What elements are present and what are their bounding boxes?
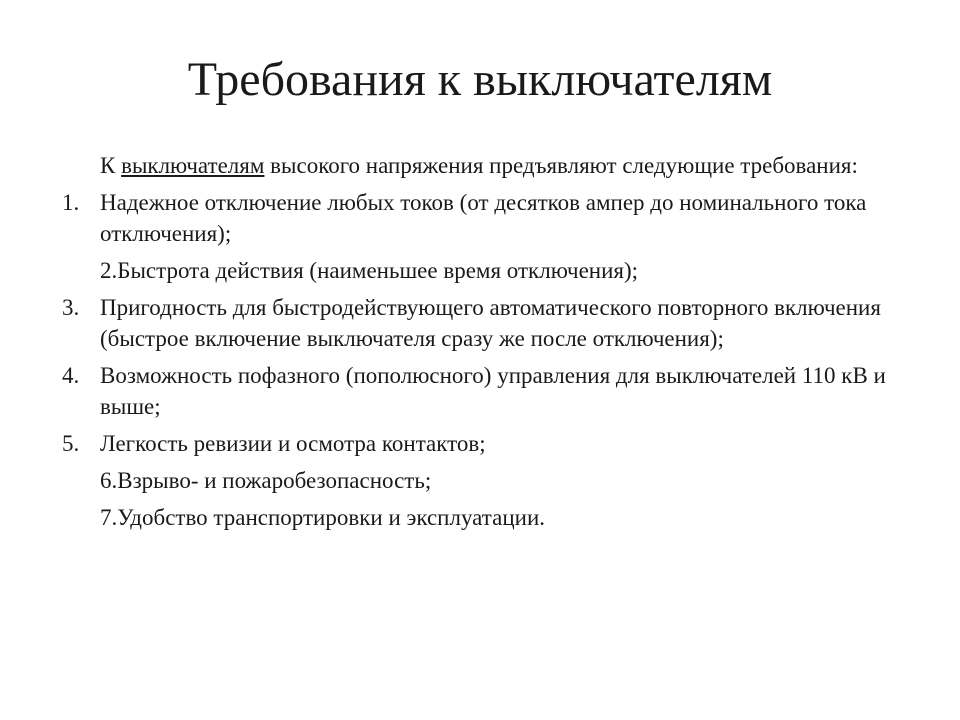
list-item-text: Легкость ревизии и осмотра контактов;	[100, 431, 486, 456]
list-item-6: 6.Взрыво- и пожаробезопасность;	[100, 468, 432, 493]
intro-prefix: К	[100, 153, 122, 178]
list-item-5	[62, 428, 922, 459]
slide-title: Требования к выключателям	[187, 53, 773, 106]
list-item-number: 5.	[62, 431, 80, 456]
list-item-text: Пригодность для быстродействующего автоматического повторного включения (быстрое включение выключателя сразу же после отключения);	[100, 295, 881, 351]
list-item-3	[62, 292, 922, 354]
intro-suffix: высокого напряжения предъявляют следующие требования:	[264, 153, 858, 178]
list-item-text: Надежное отключение любых токов (от десятков ампер до номинального тока отключения);	[100, 190, 867, 246]
list-item-7: 7.Удобство транспортировки и эксплуатации.	[100, 505, 545, 530]
list-item-text: Возможность пофазного (пополюсного) управления для выключателей 110 кВ и выше;	[100, 363, 886, 419]
list-item-number: 1.	[62, 190, 80, 215]
list-item-number: 4.	[62, 363, 80, 388]
intro-underlined-word: выключателям	[121, 153, 265, 178]
list-item-2: 2.Быстрота действия (наименьшее время отключения);	[100, 258, 639, 283]
intro-paragraph	[62, 150, 922, 181]
list-item-number: 3.	[62, 295, 80, 320]
slide-body	[62, 150, 922, 539]
list-item-4	[62, 360, 922, 422]
list-item-1	[62, 187, 922, 249]
